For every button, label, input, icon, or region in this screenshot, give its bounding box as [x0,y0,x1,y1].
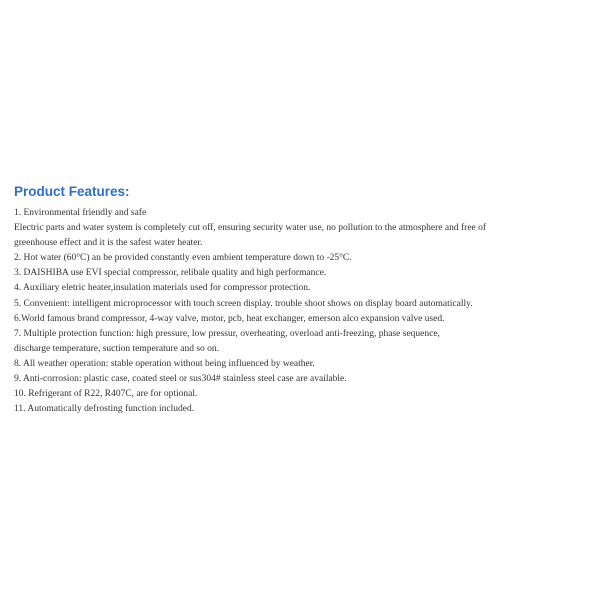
product-features-section [14,184,586,417]
feature-line: 1. Environmental friendly and safe [14,208,147,218]
feature-line: 9. Anti-corrosion: plastic case, coated steel or sus304# stainless steel case are available. [14,374,347,385]
feature-line: Electric parts and water system is completely cut off, ensuring security water use, no pollution to the atmosphere and free of [14,223,487,234]
feature-line: discharge temperature, suction temperature and so on. [14,343,220,354]
feature-line: 3. DAISHIBA use EVI special compressor, relibale quality and high performance. [14,268,327,279]
feature-line: 10. Refrigerant of R22, R407C, are for optional. [14,389,198,400]
feature-line: 8. All weather operation: stable operation without being influenced by weather. [14,358,315,369]
feature-line: 7. Multiple protection function: high pressure, low pressur, overheating, overload anti-freezing, phase sequence, [14,328,440,339]
feature-line: 11. Automatically defrosting function included. [14,404,195,415]
feature-line: 5. Convenient: intelligent microprocessor with touch screen display. trouble shoot shows on display board automatically. [14,298,473,309]
section-heading: Product Features: [14,184,130,199]
feature-line: 4. Auxiliary eletric heater,insulation materials used for compressor protection. [14,283,311,294]
feature-line: greenhouse effect and it is the safest water heater. [14,238,203,249]
feature-line: 2. Hot water (60°C) an be provided constantly even ambient temperature down to -25°C. [14,253,352,264]
feature-list [14,206,586,417]
feature-line: 6.World famous brand compressor, 4-way valve, motor, pcb, heat exchanger, emerson alco expansion valve used. [14,313,445,324]
